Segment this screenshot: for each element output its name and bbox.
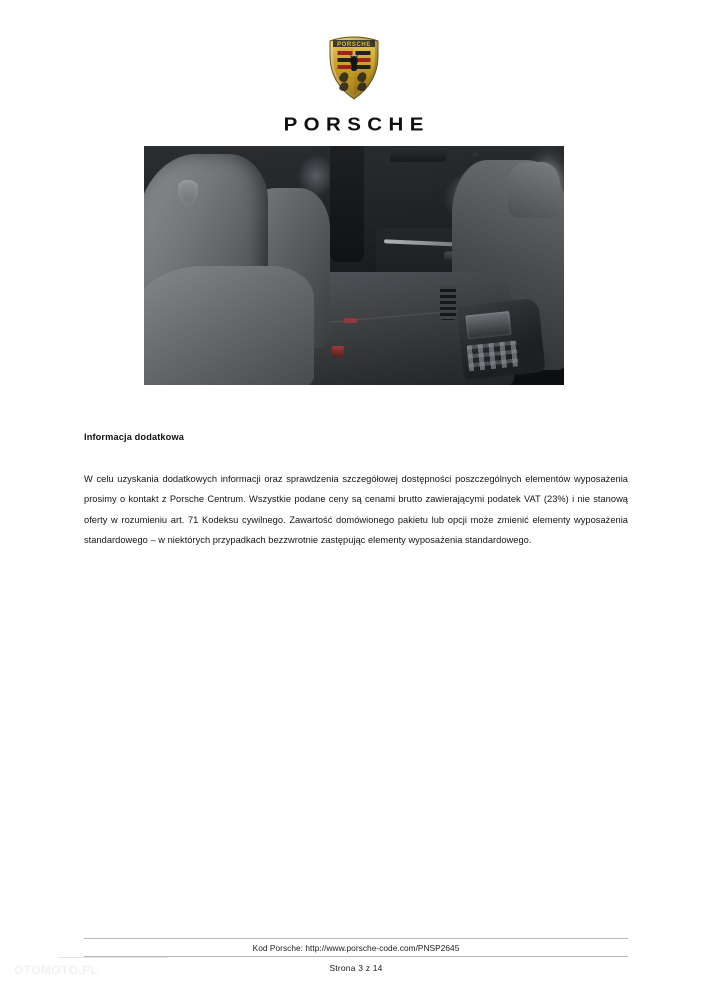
seatbelt-latch xyxy=(332,346,344,357)
console-touchscreen xyxy=(465,311,511,339)
rear-air-vent xyxy=(440,286,456,320)
roof-console xyxy=(390,148,446,162)
b-pillar xyxy=(330,146,364,262)
rear-right-headrest xyxy=(508,162,560,218)
watermark-rule xyxy=(58,957,168,958)
page-footer xyxy=(84,938,628,973)
car-interior-photo xyxy=(144,146,564,385)
front-seat-cushion xyxy=(144,266,314,385)
roof-light xyxy=(472,152,479,157)
page-number: Strona 3 z 14 xyxy=(329,963,383,973)
embossed-crest-icon xyxy=(178,180,198,205)
porsche-crest-icon xyxy=(328,36,380,100)
photo-canvas xyxy=(144,146,564,385)
watermark: OTOMOTO.PL xyxy=(14,963,99,977)
porsche-wordmark: PORSCHE xyxy=(283,113,430,136)
section-title: Informacja dodatkowa xyxy=(84,432,184,442)
rear-center-console xyxy=(456,298,545,380)
porsche-code-link[interactable]: Kod Porsche: http://www.porsche-code.com/PNSP2645 xyxy=(252,942,460,953)
console-buttons xyxy=(467,340,519,371)
brand-header xyxy=(0,36,707,136)
seatbelt-buckle xyxy=(344,318,357,323)
svg-text:PORSCHE: PORSCHE xyxy=(336,42,371,48)
body-paragraph: W celu uzyskania dodatkowych informacji oraz sprawdzenia szczegółowej dostępności poszczególnych elementów wyposażenia prosimy o kontakt z Porsche Centrum. Wszystkie podane ceny są cenami brutto zawierającymi podatek VAT (23%) i nie stanową oferty w rozumieniu art. 71 Kodeksu cywilnego. Zawartość domówionego pakietu lub opcji może zmienić elementy wyposażenia standardowego – w niektórych przypadkach bezzwrotnie zastępując elementy wyposażenia standardowego. xyxy=(84,474,628,545)
